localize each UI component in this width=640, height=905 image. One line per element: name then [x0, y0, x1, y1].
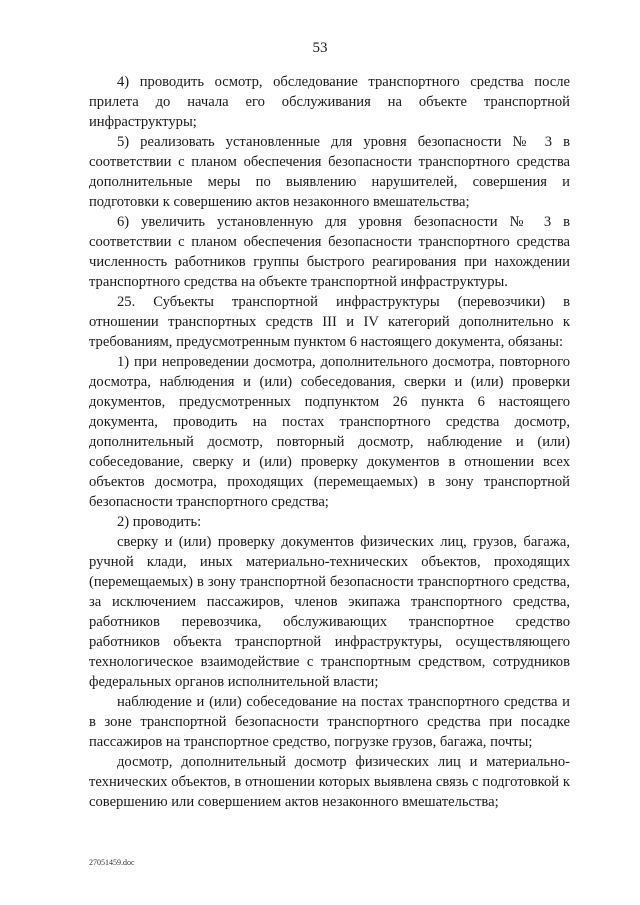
paragraph-item-6: 6) увеличить установленную для уровня безопасности № 3 в соответствии с планом обеспечения безопасности транспортного средства численность работников группы быстрого реагирования при нахождении транспортного средства на объекте транспортной инфраструктуры.	[89, 214, 570, 290]
paragraph-subitem-2: 2) проводить:	[117, 514, 202, 530]
paragraph-inspection: досмотр, дополнительный досмотр физических лиц и материально-технических объектов, в отношении которых выявлена связь с подготовкой к совершению или совершением актов незаконного вмешательства;	[89, 754, 570, 810]
document-body	[89, 72, 570, 812]
paragraph-item-5: 5) реализовать установленные для уровня безопасности № 3 в соответствии с планом обеспечения безопасности транспортного средства дополнительные меры по выявлению нарушителей, совершения и подготовки к совершению актов незаконного вмешательства;	[89, 134, 570, 210]
paragraph-observation: наблюдение и (или) собеседование на постах транспортного средства и в зоне транспортной безопасности транспортного средства при посадке пассажиров на транспортное средство, погрузке грузов, багажа, почты;	[89, 694, 570, 750]
footer-filename: 27051459.doc	[89, 858, 135, 867]
paragraph-clause-25: 25. Субъекты транспортной инфраструктуры (перевозчики) в отношении транспортных средств III и IV категорий дополнительно к требованиям, предусмотренным пунктом 6 настоящего документа, обязаны:	[89, 294, 570, 350]
page-number: 53	[312, 40, 328, 56]
paragraph-item-4: 4) проводить осмотр, обследование транспортного средства после прилета до начала его обслуживания на объекте транспортной инфраструктуры;	[89, 74, 570, 130]
paragraph-subitem-1: 1) при непроведении досмотра, дополнительного досмотра, повторного досмотра, наблюдения и (или) собеседования, сверки и (или) проверки документов, предусмотренных подпунктом 26 пункта 6 настоящего документа, проводить на постах транспортного средства досмотр, дополнительный досмотр, повторный досмотр, наблюдение и (или) собеседование, сверку и (или) проверку документов в отношении всех объектов досмотра, проходящих (перемещаемых) в зону транспортной безопасности транспортного средства;	[89, 354, 570, 510]
paragraph-verification: сверку и (или) проверку документов физических лиц, грузов, багажа, ручной клади, иных материально-технических объектов, проходящих (перемещаемых) в зону транспортной безопасности транспортного средства, за исключением пассажиров, членов экипажа транспортного средства, работников перевозчика, обслуживающих транспортное средство работников объекта транспортной инфраструктуры, осуществляющего технологическое взаимодействие с транспортным средством, сотрудников федеральных органов исполнительной власти;	[89, 534, 570, 690]
